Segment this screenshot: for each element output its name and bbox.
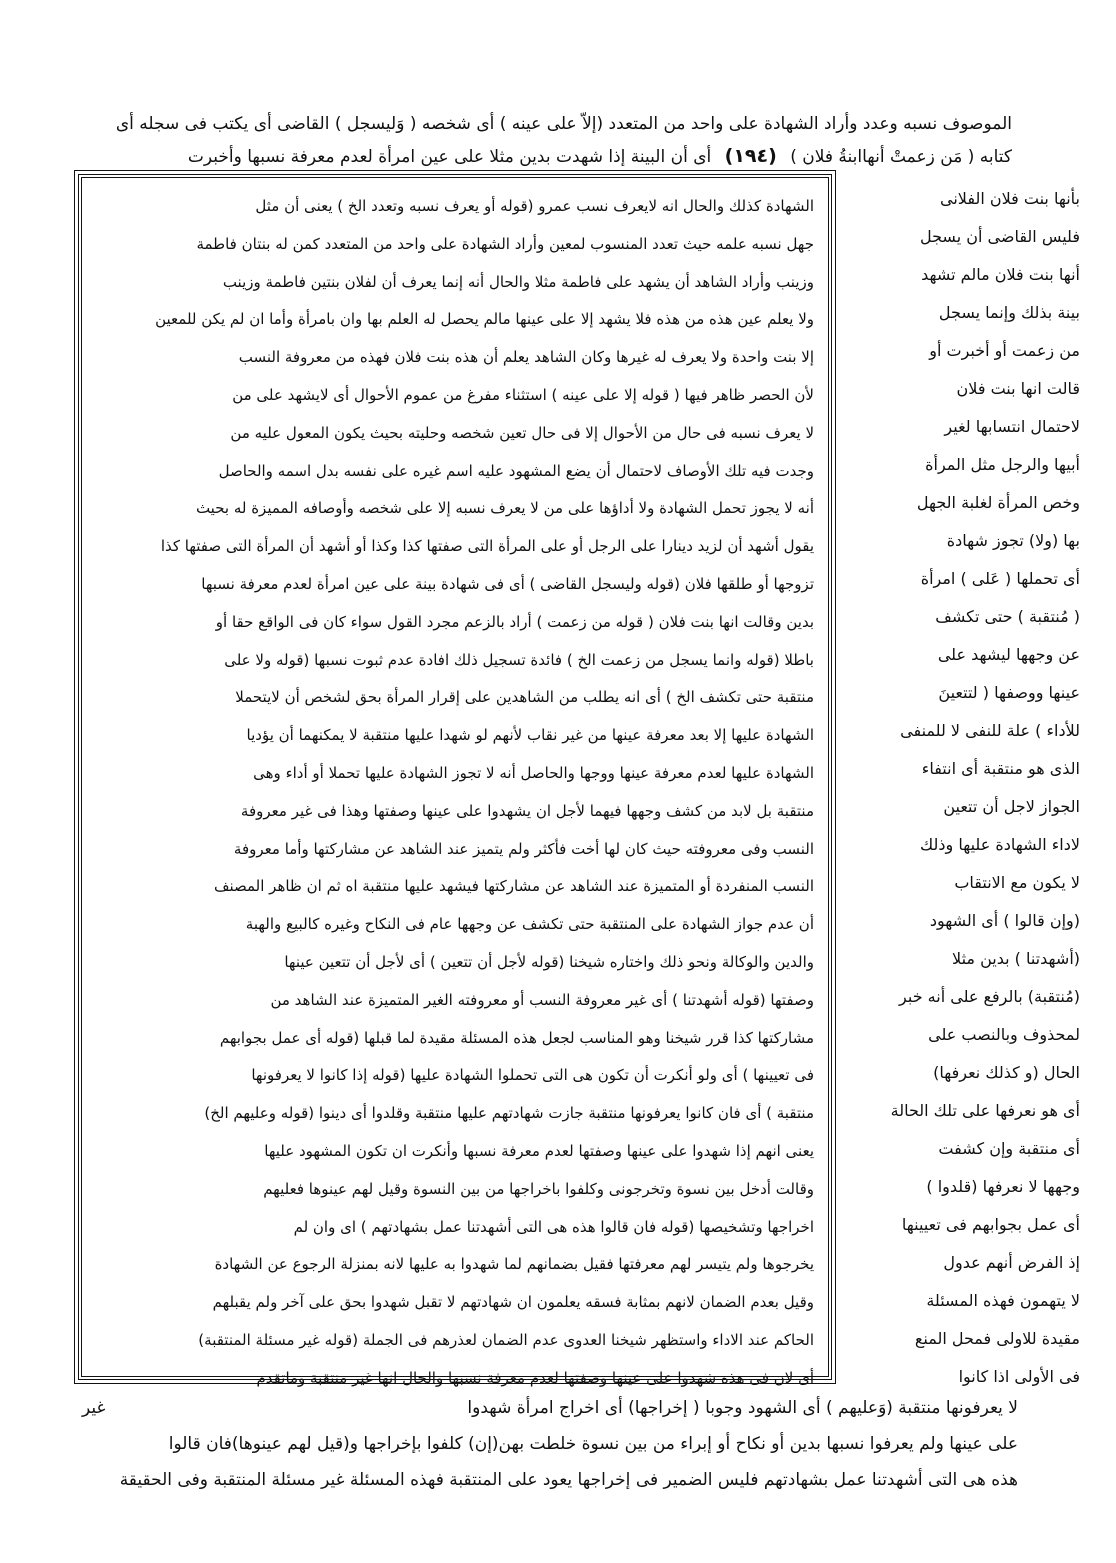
- commentary-line: منتقبة حتى تكشف الخ ) أى انه يطلب من الشاهدين على إقرار المرأة بحق لشخص أن لايتحملا: [235, 688, 814, 707]
- header-line-2-left: أى أن البينة إذا شهدت بدين مثلا على عين امرأة لعدم معرفة نسبها وأخبرت: [187, 147, 712, 167]
- commentary-line: مشاركتها كذا قرر شيخنا وهو المناسب لجعل هذه المسئلة مقيدة لما قبلها (قوله أى عمل بجوابهم: [219, 1028, 814, 1047]
- commentary-line: وقالت أدخل بين نسوة وتخرجونى وكلفوا باخراجها من بين النسوة وقيل لهم عينوها فعليهم: [263, 1179, 814, 1198]
- commentary-line: أى لان فى هذه شهدوا على عينها وصفتها لعدم معرفة نسبها والحال انها غير منتقبة وماتقدم: [256, 1368, 814, 1387]
- commentary-line: اخراجها وتشخيصها (قوله فان قالوا هذه هى التى أشهدتنا عمل بشهادتهم ) اى وان لم: [293, 1217, 814, 1236]
- commentary-line: الشهادة عليها لعدم معرفة عينها ووجها والحاصل أنه لا تجوز الشهادة عليها تحملا أو أداء وهى: [253, 763, 814, 782]
- side-text-line: عن وجهها ليشهد على: [937, 645, 1080, 664]
- commentary-line: لا يعرف نسبه فى حال من الأحوال إلا فى حال تعين شخصه وحليته بحيث يكون المعول عليه من: [230, 423, 814, 442]
- footer-line-3: هذه هى التى أشهدتنا عمل بشهادتهم فليس الضمير فى إخراجها يعود على المنتقبة فهذه المسئلة غير مسئلة المنتقبة وفى الحقيقة: [119, 1470, 1018, 1490]
- side-text-line: أى عمل بجوابهم فى تعيينها: [901, 1215, 1080, 1234]
- side-text-line: الذى هو منتقبة أى انتفاء: [921, 759, 1080, 778]
- side-text-line: من زعمت أو أخبرت أو: [929, 341, 1080, 360]
- commentary-line: الشهادة كذلك والحال انه لايعرف نسب عمرو (قوله أو يعرف نسبه وتعدد الخ ) يعنى أن مثل: [255, 197, 814, 215]
- side-text-line: أبيها والرجل مثل المرأة: [925, 455, 1080, 474]
- commentary-line: وزينب وأراد الشاهد أن يشهد على فاطمة مثلا والحال أنه إنما يعرف أن لفلان بنتين فاطمة وزينب: [222, 272, 814, 291]
- commentary-line: الشهادة عليها إلا بعد معرفة عينها من غير نقاب لأنهم لو شهدا عليها منتقبة لا يمكنهما أن يؤديا: [246, 726, 814, 745]
- side-text-line: أنها بنت فلان مالم تشهد: [921, 265, 1080, 284]
- side-text-line: (مُنتقبة) بالرفع على أنه خبر: [899, 987, 1080, 1006]
- commentary-line: منتقبة ) أى فان كانوا يعرفونها منتقبة جازت شهادتهم عليها منتقبة وقلدوا أى دينوا (قوله وعليهم الخ): [204, 1104, 814, 1123]
- side-text-line: للأداء ) علة للنفى لا للمنفى: [900, 721, 1080, 740]
- side-text-line: بها (ولا) تجوز شهادة: [946, 531, 1080, 550]
- side-text-line: الحال (و كذلك نعرفها): [933, 1063, 1080, 1082]
- commentary-line: وجدت فيه تلك الأوصاف لاحتمال أن يضع المشهود عليه اسم غيره على نفسه بدل اسمه والحاصل: [218, 461, 814, 480]
- side-text-line: (أشهدتنا ) بدين مثلا: [952, 949, 1080, 968]
- side-text-line: عينها ووصفها ( لتتعينَ: [938, 683, 1080, 702]
- side-text-line: أى تحملها ( عَلى ) امرأة: [920, 569, 1080, 588]
- commentary-line: وقيل بعدم الضمان لانهم بمثابة فسقه يعلمون ان شهادتهم لا تقبل شهدوا بحق على آخر ولم يقبلهم: [212, 1293, 814, 1312]
- side-text-line: الجواز لاجل أن تتعين: [943, 797, 1080, 816]
- side-text-line: فى الأولى اذا كانوا: [958, 1367, 1080, 1386]
- commentary-line: يعنى انهم إذا شهدوا على عينها وصفتها لعدم معرفة نسبها وأنكرت ان تكون المشهود عليها: [264, 1141, 814, 1160]
- side-text-line: وخص المرأة لغلبة الجهل: [916, 493, 1080, 512]
- footer-line-2: على عينها ولم يعرفوا نسبها بدين أو نكاح أو إبراء من بين نسوة خلطت بهن(إن) كلفوا بإخراجها و(قيل لهم عينوها)فان قالوا: [168, 1434, 1018, 1454]
- side-text-line: بأنها بنت فلان الفلانى: [940, 189, 1080, 208]
- commentary-line: يقول أشهد أن لزيد دينارا على الرجل أو على المرأة التى صفتها كذا وكذا أو أشهد أن المرأة التى صفتها كذا: [160, 537, 814, 556]
- header-line-1: الموصوف نسبه وعدد وأراد الشهادة على واحد من المتعدد (إلاّ على عينه ) أى شخصه ( وَليسجل ) القاضى أى يكتب فى سجله أى: [115, 114, 1012, 134]
- header-line-2-right: كتابه ( مَن زعمتْ أنهاابنةُ فلان ): [790, 147, 1012, 167]
- side-column-main-text: [890, 180, 1080, 1396]
- side-text-line: لاحتمال انتسابها لغير: [944, 417, 1080, 436]
- side-text-line: إذ الفرض أنهم عدول: [943, 1253, 1080, 1272]
- side-text-line: فليس القاضى أن يسجل: [919, 227, 1080, 246]
- commentary-line: والدين والوكالة ونحو ذلك واختاره شيخنا (قوله لأجل أن تتعين ) أى لأجل أن تتعين عينها: [284, 952, 814, 971]
- header-line-2: [82, 140, 1012, 173]
- commentary-line: تزوجها أو طلقها فلان (قوله وليسجل القاضى ) أى فى شهادة بينة على عين امرأة لعدم معرفة نسبها: [201, 574, 814, 593]
- commentary-line: لأن الحصر ظاهر فيها ( قوله إلا على عينه ) استثناء مفرغ من عموم الأحوال أى لايشهد على من: [232, 385, 814, 404]
- side-text-line: وجهها لا نعرفها (قلدوا ): [926, 1177, 1080, 1196]
- commentary-line: أنه لا يجوز تحمل الشهادة ولا أداؤها على من لا يعرف نسبه إلا على شخصه وأوصافه المميزة له بحيث: [195, 499, 814, 518]
- commentary-line: جهل نسبه علمه حيث تعدد المنسوب لمعين وأراد الشهادة على واحد من المتعدد كمن له بنتان فاطمة: [196, 234, 814, 253]
- side-text-line: أى هو نعرفها على تلك الحالة: [890, 1101, 1080, 1120]
- side-text-line: ( مُنتقبة ) حتى تكشف: [935, 607, 1080, 626]
- commentary-line: أن عدم جواز الشهادة على المنتقبة حتى تكشف عن وجهها عام فى النكاح وغيره كالبيع والهبة: [245, 915, 814, 934]
- page-number: (١٩٤): [724, 145, 777, 167]
- commentary-line: النسب المنفردة أو المتميزة عند الشاهد عن مشاركتها فيشهد عليها منتقبة اه ثم ان ظاهر المصنف: [213, 877, 814, 896]
- side-text-line: لا يكون مع الانتقاب: [954, 873, 1080, 892]
- commentary-box: [78, 174, 832, 1387]
- side-text-line: لا يتهمون فهذه المسئلة: [926, 1291, 1080, 1310]
- footer-line-1-right: لا يعرفونها منتقبة (وَعليهم ) أى الشهود وجوبا ( إخراجها) أى اخراج امرأة شهدوا: [467, 1398, 1018, 1418]
- footer-line-1-left: غير: [82, 1398, 106, 1418]
- commentary-line: النسب وفى معروفته حيث كان لها أخت فأكثر ولم يتميز عند الشاهد عن مشاركتها وأما معروفة: [233, 839, 814, 858]
- side-text-line: قالت انها بنت فلان: [956, 379, 1080, 398]
- side-text-line: مقيدة للاولى فمحل المنع: [914, 1329, 1080, 1348]
- side-text-line: لاداء الشهادة عليها وذلك: [920, 835, 1080, 854]
- commentary-line: ولا يعلم عين هذه من هذه فلا يشهد إلا على عينها مالم يحصل له العلم بها وان بامرأة وأما ان لم يكن للمعين: [155, 310, 814, 329]
- commentary-line: منتقبة بل لابد من كشف وجهها فيهما لأجل ان يشهدوا على عينها وصفتها وهذا فى غير معروفة: [240, 801, 814, 820]
- side-text-line: (وإن قالوا ) أى الشهود: [929, 911, 1080, 930]
- commentary-text: [96, 188, 814, 1387]
- side-text-line: أى منتقبة وإن كشفت: [938, 1139, 1080, 1158]
- commentary-line: إلا بنت واحدة ولا يعرف له غيرها وكان الشاهد يعلم أن هذه بنت فلان فهذه من معروفة النسب: [238, 348, 814, 367]
- commentary-line: يخرجوها ولم يتيسر لهم معرفتها فقيل بضمانهم لما شهدوا به عليها لانه بمنزلة الرجوع عن الشهادة: [214, 1255, 814, 1274]
- commentary-line: باطلا (قوله وانما يسجل من زعمت الخ ) فائدة تسجيل ذلك افادة عدم ثبوت نسبها (قوله ولا على: [224, 650, 814, 669]
- commentary-line: بدين وقالت انها بنت فلان ( قوله من زعمت ) أراد بالزعم مجرد القول سواء كان فى الواقع حقا أو: [215, 612, 814, 631]
- footer-line-1: [82, 1390, 1018, 1426]
- page-header-text: [82, 108, 1012, 173]
- page-footer-text: [82, 1390, 1018, 1498]
- commentary-line: وصفتها (قوله أشهدتنا ) أى غير معروفة النسب أو معروفته الغير المتميزة عند الشاهد من: [270, 990, 814, 1009]
- side-text-line: لمحذوف وبالنصب على: [928, 1025, 1080, 1044]
- commentary-line: الحاكم عند الاداء واستظهر شيخنا العدوى عدم الضمان لعذرهم فى الجملة (قوله غير مسئلة المنتقبة): [198, 1330, 814, 1349]
- side-text-line: بينة بذلك وإنما يسجل: [938, 303, 1080, 322]
- commentary-line: فى تعيينها ) أى ولو أنكرت أن تكون هى التى تحملوا الشهادة عليها (قوله إذا كانوا لا يعرفونها: [251, 1066, 814, 1085]
